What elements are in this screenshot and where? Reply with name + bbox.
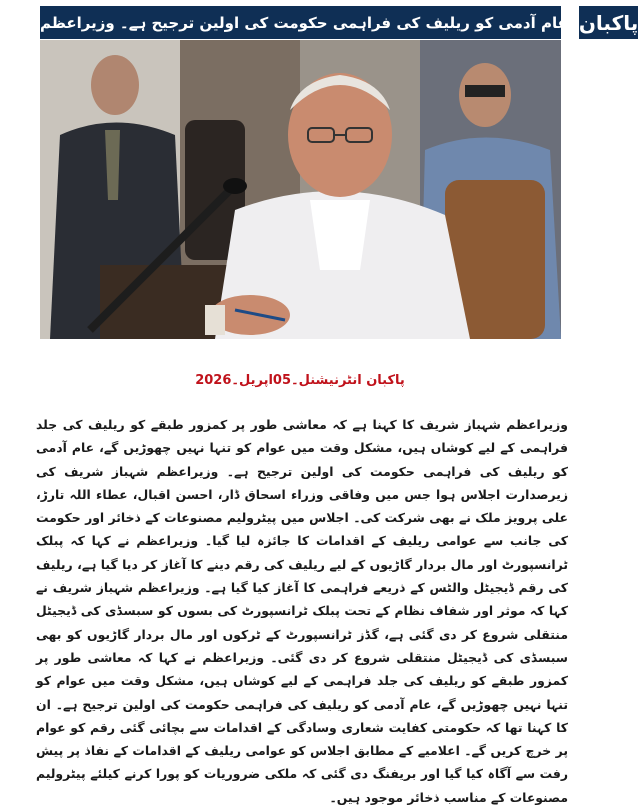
photo-illustration — [40, 40, 561, 339]
headline-banner — [40, 6, 638, 39]
brand-logo: پاکبان — [576, 6, 638, 39]
news-photo — [40, 40, 561, 339]
dateline: پاکبان انٹرنیشنل۔05اپریل۔2026 — [195, 373, 405, 388]
headline-text: عام آدمی کو ریلیف کی فراہمی حکومت کی اولین ترجیح ہے۔ وزیراعظم — [40, 13, 568, 32]
article-body: وزیراعظم شہباز شریف کا کہنا ہے کہ معاشی طور پر کمزور طبقے کو ریلیف کی جلد فراہمی کے لیے کوشاں ہیں، مشکل وقت میں عوام کو تنہا نہیں چھوڑیں گے، عام آدمی کو ریلیف کی فراہمی حکومت کی اولین ترجیح ہے۔ وزیراعظم شہباز شریف کی زیرصدارت اجلاس ہوا جس میں وفاقی وزراء اسحاق ڈار، احسن اقبال، عطاء اللہ تارڑ، علی پرویز ملک نے بھی شرکت کی۔ اجلاس میں پیٹرولیم مصنوعات کے ذخائر اور حکومت کی جانب سے عوامی ریلیف کے اقدامات کا جائزہ لیا گیا۔ وزیراعظم نے کہا کہ پبلک ٹرانسپورٹ اور مال بردار گاڑیوں کے لیے ریلیف کی رقم دینے کا آغاز کر دیا گیا ہے، ریلیف کی رقم ڈیجیٹل والٹس کے ذریعے فراہمی کا آغاز کیا گیا ہے۔ وزیراعظم شہباز شریف نے کہا کہ موثر اور شفاف نظام کے تحت پبلک ٹرانسپورٹ کی بسوں کو سبسڈی کی ڈیجیٹل منتقلی شروع کر دی گئی ہے، گڈز ٹرانسپورٹ کے ٹرکوں اور مال بردار گاڑیوں کو بھی سبسڈی کی ڈیجیٹل منتقلی شروع کر دی گئی۔ وزیراعظم نے کہا کہ معاشی طور پر کمزور طبقے کو ریلیف کی جلد فراہمی کے لیے کوشاں ہیں، مشکل وقت میں عوام کو تنہا نہیں چھوڑیں گے، عام آدمی کو ریلیف کی فراہمی حکومت کی اولین ترجیح ہے۔ ان کا کہنا تھا کہ حکومتی کفایت شعاری وسادگی کے اقدامات سے بچائی گئی رقم کو عوام پر خرچ کریں گے۔ اعلامیے کے مطابق اجلاس کو عوامی ریلیف کے اقدامات کے نفاذ پر پیش رفت سے آگاہ کیا گیا اور بریفنگ دی گئی کہ ملکی ضروریات کو پورا کرنے کیلئے پیٹرولیم مصنوعات کے مناسب ذخائر موجود ہیں۔ — [36, 417, 568, 805]
